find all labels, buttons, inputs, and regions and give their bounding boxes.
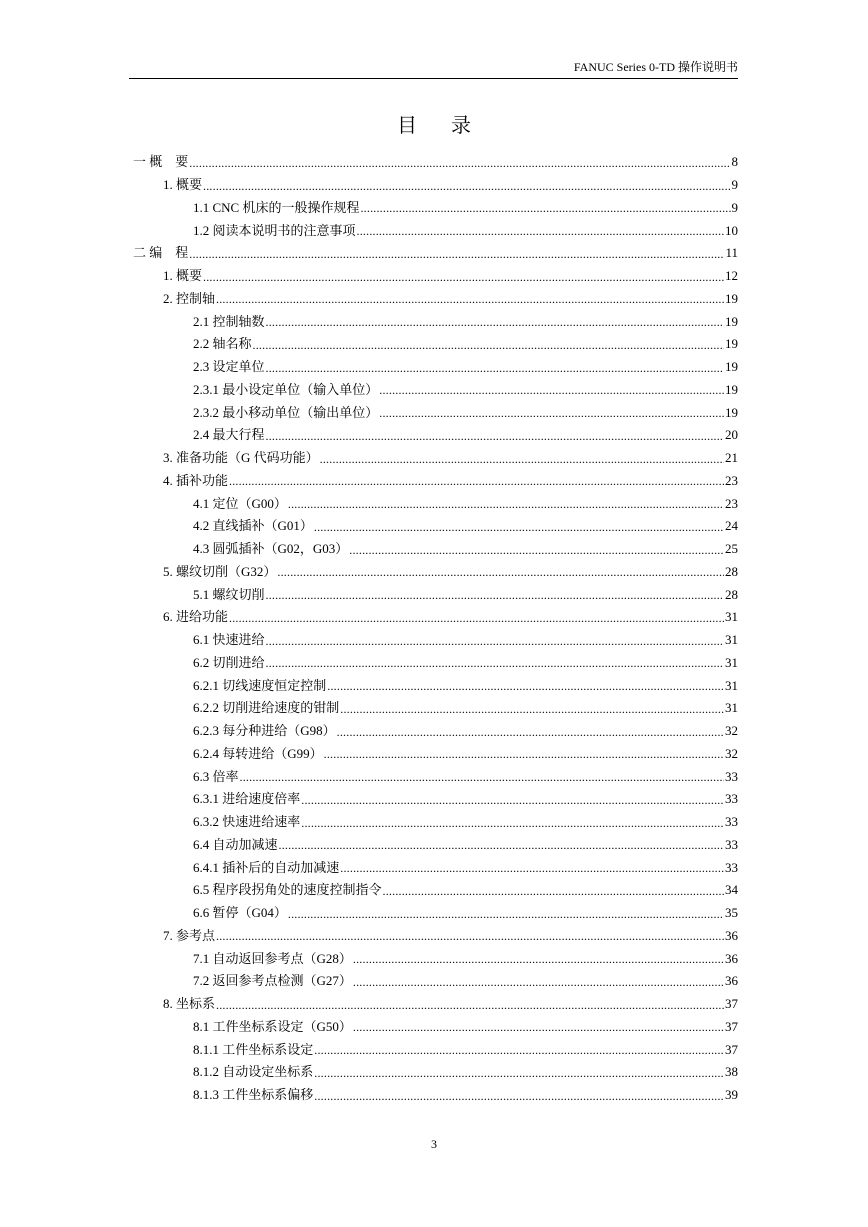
toc-entry-page: 36 [725, 927, 738, 943]
toc-entry[interactable] [133, 333, 738, 356]
toc-entry-label: 6.2.3 每分种进给（G98） [193, 723, 336, 739]
toc-dot-leader [277, 564, 724, 583]
toc-entry-label: 2.3.2 最小移动单位（输出单位） [193, 404, 379, 420]
toc-entry[interactable] [133, 538, 738, 561]
toc-entry[interactable] [133, 1038, 738, 1061]
toc-entry[interactable] [133, 765, 738, 788]
toc-entry[interactable] [133, 970, 738, 993]
toc-entry[interactable] [133, 606, 738, 629]
toc-entry-label: 6.3.2 快速进给速率 [193, 814, 301, 830]
toc-dot-leader [353, 951, 724, 970]
toc-dot-leader [288, 906, 724, 925]
toc-dot-leader [229, 473, 724, 492]
toc-dot-leader [340, 701, 724, 720]
toc-entry-page: 9 [731, 199, 738, 215]
toc-entry[interactable] [133, 1084, 738, 1107]
toc-entry[interactable] [133, 379, 738, 402]
toc-dot-leader [203, 269, 724, 288]
toc-entry-label: 2. 控制轴 [163, 290, 216, 306]
toc-dot-leader [229, 610, 724, 629]
toc-entry-page: 32 [725, 745, 738, 761]
page-header [129, 58, 738, 79]
toc-dot-leader [189, 246, 724, 265]
toc-entry-label: 1. 概要 [163, 177, 203, 193]
toc-entry[interactable] [133, 743, 738, 766]
toc-dot-leader [266, 633, 724, 652]
toc-entry-label: 2.1 控制轴数 [193, 313, 265, 329]
toc-entry-label: 1.2 阅读本说明书的注意事项 [193, 222, 356, 238]
toc-dot-leader [314, 1065, 724, 1084]
toc-entry-page: 23 [725, 472, 738, 488]
toc-entry[interactable] [133, 902, 738, 925]
toc-dot-leader [324, 746, 724, 765]
table-of-contents [133, 151, 738, 1107]
toc-entry[interactable] [133, 856, 738, 879]
toc-entry[interactable] [133, 834, 738, 857]
toc-entry[interactable] [133, 219, 738, 242]
toc-entry-page: 33 [725, 814, 738, 830]
toc-entry-label: 4.1 定位（G00） [193, 495, 287, 511]
toc-entry-label: 8.1 工件坐标系设定（G50） [193, 1018, 352, 1034]
toc-entry-page: 19 [725, 313, 738, 329]
toc-entry[interactable] [133, 583, 738, 606]
toc-entry-label: 4.3 圆弧插补（G02，G03） [193, 541, 349, 557]
toc-dot-leader [189, 155, 730, 174]
toc-entry-page: 31 [725, 609, 738, 625]
toc-dot-leader [379, 405, 724, 424]
toc-dot-leader [327, 678, 724, 697]
toc-entry-page: 33 [725, 791, 738, 807]
toc-dot-leader [266, 587, 724, 606]
toc-entry-label: 6.4.1 插补后的自动加减速 [193, 859, 340, 875]
toc-dot-leader [301, 792, 724, 811]
toc-entry-page: 24 [725, 518, 738, 534]
toc-entry[interactable] [133, 401, 738, 424]
toc-entry-label: 5. 螺纹切削（G32） [163, 563, 277, 579]
toc-entry-page: 19 [725, 404, 738, 420]
toc-entry[interactable] [133, 470, 738, 493]
toc-entry-page: 28 [725, 563, 738, 579]
toc-entry-label: 6.2.2 切削进给速度的钳制 [193, 700, 340, 716]
toc-entry-label: 8.1.3 工件坐标系偏移 [193, 1087, 314, 1103]
page-number: 3 [431, 1137, 437, 1151]
toc-dot-leader [288, 496, 724, 515]
toc-dot-leader [353, 1019, 724, 1038]
toc-entry-label: 6.4 自动加减速 [193, 836, 278, 852]
toc-entry-page: 33 [725, 768, 738, 784]
toc-entry-page: 19 [725, 336, 738, 352]
toc-dot-leader [383, 883, 724, 902]
toc-entry[interactable] [133, 993, 738, 1016]
toc-dot-leader [266, 314, 724, 333]
toc-dot-leader [216, 928, 724, 947]
toc-entry-label: 6. 进给功能 [163, 609, 229, 625]
toc-entry-label: 2.2 轴名称 [193, 336, 252, 352]
toc-entry-label: 6.2.4 每转进给（G99） [193, 745, 323, 761]
toc-entry-page: 28 [725, 586, 738, 602]
toc-entry[interactable] [133, 356, 738, 379]
toc-dot-leader [360, 200, 730, 219]
toc-entry-page: 34 [725, 882, 738, 898]
toc-entry-page: 21 [725, 450, 738, 466]
toc-entry[interactable] [133, 697, 738, 720]
toc-entry-page: 10 [725, 222, 738, 238]
toc-entry-page: 35 [725, 905, 738, 921]
toc-entry-page: 19 [725, 359, 738, 375]
toc-entry[interactable] [133, 879, 738, 902]
toc-entry[interactable] [133, 561, 738, 584]
toc-entry-page: 37 [725, 996, 738, 1012]
toc-entry[interactable] [133, 492, 738, 515]
toc-entry-page: 19 [725, 290, 738, 306]
toc-entry[interactable] [133, 720, 738, 743]
toc-entry-page: 20 [725, 427, 738, 443]
toc-entry-page: 23 [725, 495, 738, 511]
toc-entry[interactable] [133, 947, 738, 970]
toc-entry[interactable] [133, 652, 738, 675]
toc-entry-label: 5.1 螺纹切削 [193, 586, 265, 602]
toc-dot-leader [320, 451, 724, 470]
toc-dot-leader [314, 1088, 724, 1107]
toc-entry-label: 8.1.2 自动设定坐标系 [193, 1064, 314, 1080]
toc-dot-leader [301, 815, 724, 834]
toc-entry-label: 6.3 倍率 [193, 768, 239, 784]
toc-entry-page: 32 [725, 723, 738, 739]
toc-dot-leader [353, 974, 724, 993]
toc-entry-page: 31 [725, 700, 738, 716]
toc-entry[interactable] [133, 424, 738, 447]
toc-entry-page: 33 [725, 836, 738, 852]
toc-entry-page: 31 [725, 677, 738, 693]
toc-entry-label: 一 概 要 [133, 154, 189, 170]
toc-entry[interactable] [133, 174, 738, 197]
toc-dot-leader [266, 428, 724, 447]
toc-dot-leader [357, 223, 724, 242]
toc-entry[interactable] [133, 674, 738, 697]
toc-entry-label: 8. 坐标系 [163, 996, 216, 1012]
toc-entry-page: 31 [725, 632, 738, 648]
toc-dot-leader [266, 360, 724, 379]
toc-entry-label: 2.3 设定单位 [193, 359, 265, 375]
toc-entry-page: 38 [725, 1064, 738, 1080]
toc-entry[interactable] [133, 515, 738, 538]
toc-dot-leader [240, 769, 724, 788]
toc-entry-page: 36 [725, 950, 738, 966]
toc-entry-page: 39 [725, 1087, 738, 1103]
toc-entry-page: 37 [725, 1018, 738, 1034]
toc-entry-label: 7. 参考点 [163, 927, 216, 943]
header-text: FANUC Series 0-TD 操作说明书 [573, 60, 738, 74]
toc-entry-label: 1. 概要 [163, 268, 203, 284]
toc-entry-label: 1.1 CNC 机床的一般操作规程 [193, 199, 360, 215]
toc-entry[interactable] [133, 788, 738, 811]
toc-entry-label: 7.1 自动返回参考点（G28） [193, 950, 352, 966]
toc-entry[interactable] [133, 151, 738, 174]
toc-entry-label: 6.5 程序段拐角处的速度控制指令 [193, 882, 382, 898]
toc-entry-label: 4. 插补功能 [163, 472, 229, 488]
toc-entry-page: 19 [725, 381, 738, 397]
toc-entry-page: 8 [731, 154, 738, 170]
toc-dot-leader [279, 837, 724, 856]
toc-entry[interactable] [133, 197, 738, 220]
toc-dot-leader [340, 860, 724, 879]
toc-entry[interactable] [133, 265, 738, 288]
toc-entry[interactable] [133, 925, 738, 948]
toc-entry-label: 3. 准备功能（G 代码功能） [163, 450, 319, 466]
toc-entry-page: 11 [725, 245, 738, 261]
toc-entry-page: 9 [731, 177, 738, 193]
toc-entry-label: 2.4 最大行程 [193, 427, 265, 443]
toc-entry[interactable] [133, 811, 738, 834]
toc-dot-leader [216, 291, 724, 310]
toc-dot-leader [216, 997, 724, 1016]
toc-entry-label: 6.1 快速进给 [193, 632, 265, 648]
toc-dot-leader [203, 178, 730, 197]
toc-entry-page: 12 [725, 268, 738, 284]
toc-dot-leader [314, 1042, 724, 1061]
toc-entry-page: 25 [725, 541, 738, 557]
toc-entry-page: 37 [725, 1041, 738, 1057]
toc-entry[interactable] [133, 288, 738, 311]
toc-entry-label: 8.1.1 工件坐标系设定 [193, 1041, 314, 1057]
toc-entry[interactable] [133, 447, 738, 470]
toc-dot-leader [253, 337, 724, 356]
toc-entry[interactable] [133, 242, 738, 265]
toc-entry-label: 4.2 直线插补（G01） [193, 518, 313, 534]
toc-entry-page: 31 [725, 654, 738, 670]
toc-entry-label: 6.2.1 切线速度恒定控制 [193, 677, 327, 693]
toc-dot-leader [266, 655, 724, 674]
toc-entry-label: 6.6 暂停（G04） [193, 905, 287, 921]
toc-entry[interactable] [133, 629, 738, 652]
toc-entry-label: 7.2 返回参考点检测（G27） [193, 973, 352, 989]
toc-entry[interactable] [133, 310, 738, 333]
toc-dot-leader [314, 519, 724, 538]
page-title: 目录 [397, 115, 505, 137]
toc-entry-label: 2.3.1 最小设定单位（输入单位） [193, 381, 379, 397]
toc-entry[interactable] [133, 1016, 738, 1039]
toc-entry[interactable] [133, 1061, 738, 1084]
toc-dot-leader [337, 724, 724, 743]
toc-entry-label: 6.3.1 进给速度倍率 [193, 791, 301, 807]
toc-entry-page: 33 [725, 859, 738, 875]
toc-dot-leader [379, 382, 724, 401]
toc-entry-label: 6.2 切削进给 [193, 654, 265, 670]
toc-entry-label: 二 编 程 [133, 245, 189, 261]
toc-entry-page: 36 [725, 973, 738, 989]
toc-dot-leader [349, 542, 724, 561]
